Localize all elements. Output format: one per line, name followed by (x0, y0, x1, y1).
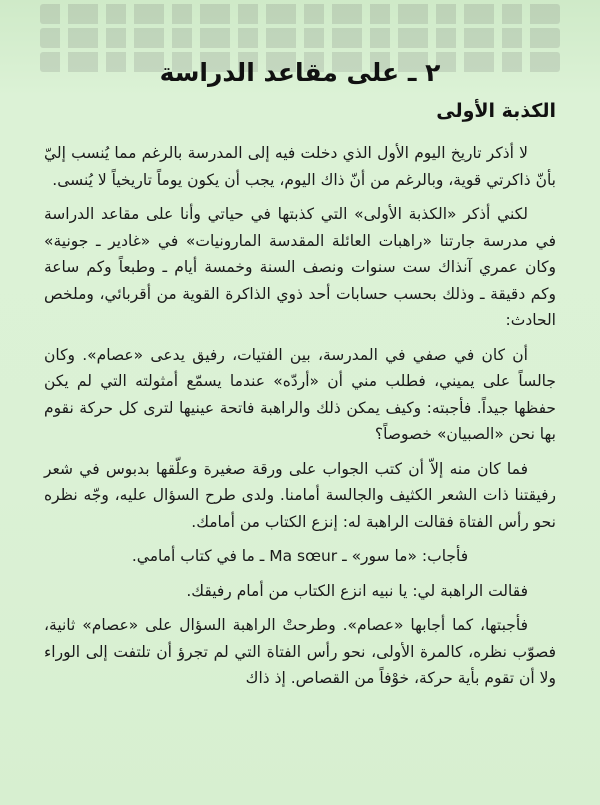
chapter-title: ٢ ـ على مقاعد الدراسة (159, 58, 441, 87)
paragraph-5: فأجاب: «ما سور» ـ Ma sœur ـ ما في كتاب أمامي. (131, 547, 469, 565)
section-title: الكذبة الأولى (436, 100, 556, 122)
paragraph-3: أن كان في صفي في المدرسة، بين الفتيات، رفيق يدعى «عصام». وكان جالساً على يميني، فطلب مني أن «أردّه» عندما يسمّع أمثولته التي لم يكن حفظها جيداً. فأجبته: وكيف يمكن ذلك والراهبة فاتحة عينيها لترى كل حركة نقوم بها نحن «الصبيان» خصوصاً؟ (44, 345, 556, 443)
paragraph-2: لكني أذكر «الكذبة الأولى» التي كذبتها في حياتي وأنا على مقاعد الدراسة في مدرسة جارتنا «راهبات العائلة المقدسة المارونيات» في «غادير ـ جونية» وكان عمري آنذاك ست سنوات ونصف السنة وخمسة أيام ـ وطبعاً وكم ساعة وكم دقيقة ـ وذلك بحسب حسابات أحد ذوي الذاكرة القوية من أقربائي، وملخص الحادث: (44, 205, 556, 329)
paragraph-7: فأجبتها، كما أجابها «عصام». وطرحتْ الراهبة السؤال على «عصام» ثانية، فصوّب نظره، كالمرة الأولى، نحو رأس الفتاة التي لم تجرؤ أن تلتفت إلى الوراء ولا أن تقوم بأية حركة، خوْفاً من القصاص. إذ ذاك (44, 616, 556, 687)
body-text (44, 140, 556, 700)
paragraph-4: فما كان منه إلاّ أن كتب الجواب على ورقة صغيرة وعلّقها بدبوس في شعر رفيقتنا ذات الشعر الكثيف والجالسة أمامنا. ولدى طرح السؤال عليه، وجّه نظره نحو رأس الفتاة فقالت الراهبة له: إنزع الكتاب من أمامك. (44, 459, 556, 531)
paragraph-6: فقالت الراهبة لي: يا نبيه انزع الكتاب من أمام رفيقك. (186, 581, 528, 600)
paragraph-1: لا أذكر تاريخ اليوم الأول الذي دخلت فيه إلى المدرسة بالرغم مما يُنسب إليّ بأنّ ذاكرتي قوية، وبالرغم من أنّ ذاك اليوم، يجب أن يكون يوماً تاريخياً لا يُنسى. (44, 144, 556, 189)
